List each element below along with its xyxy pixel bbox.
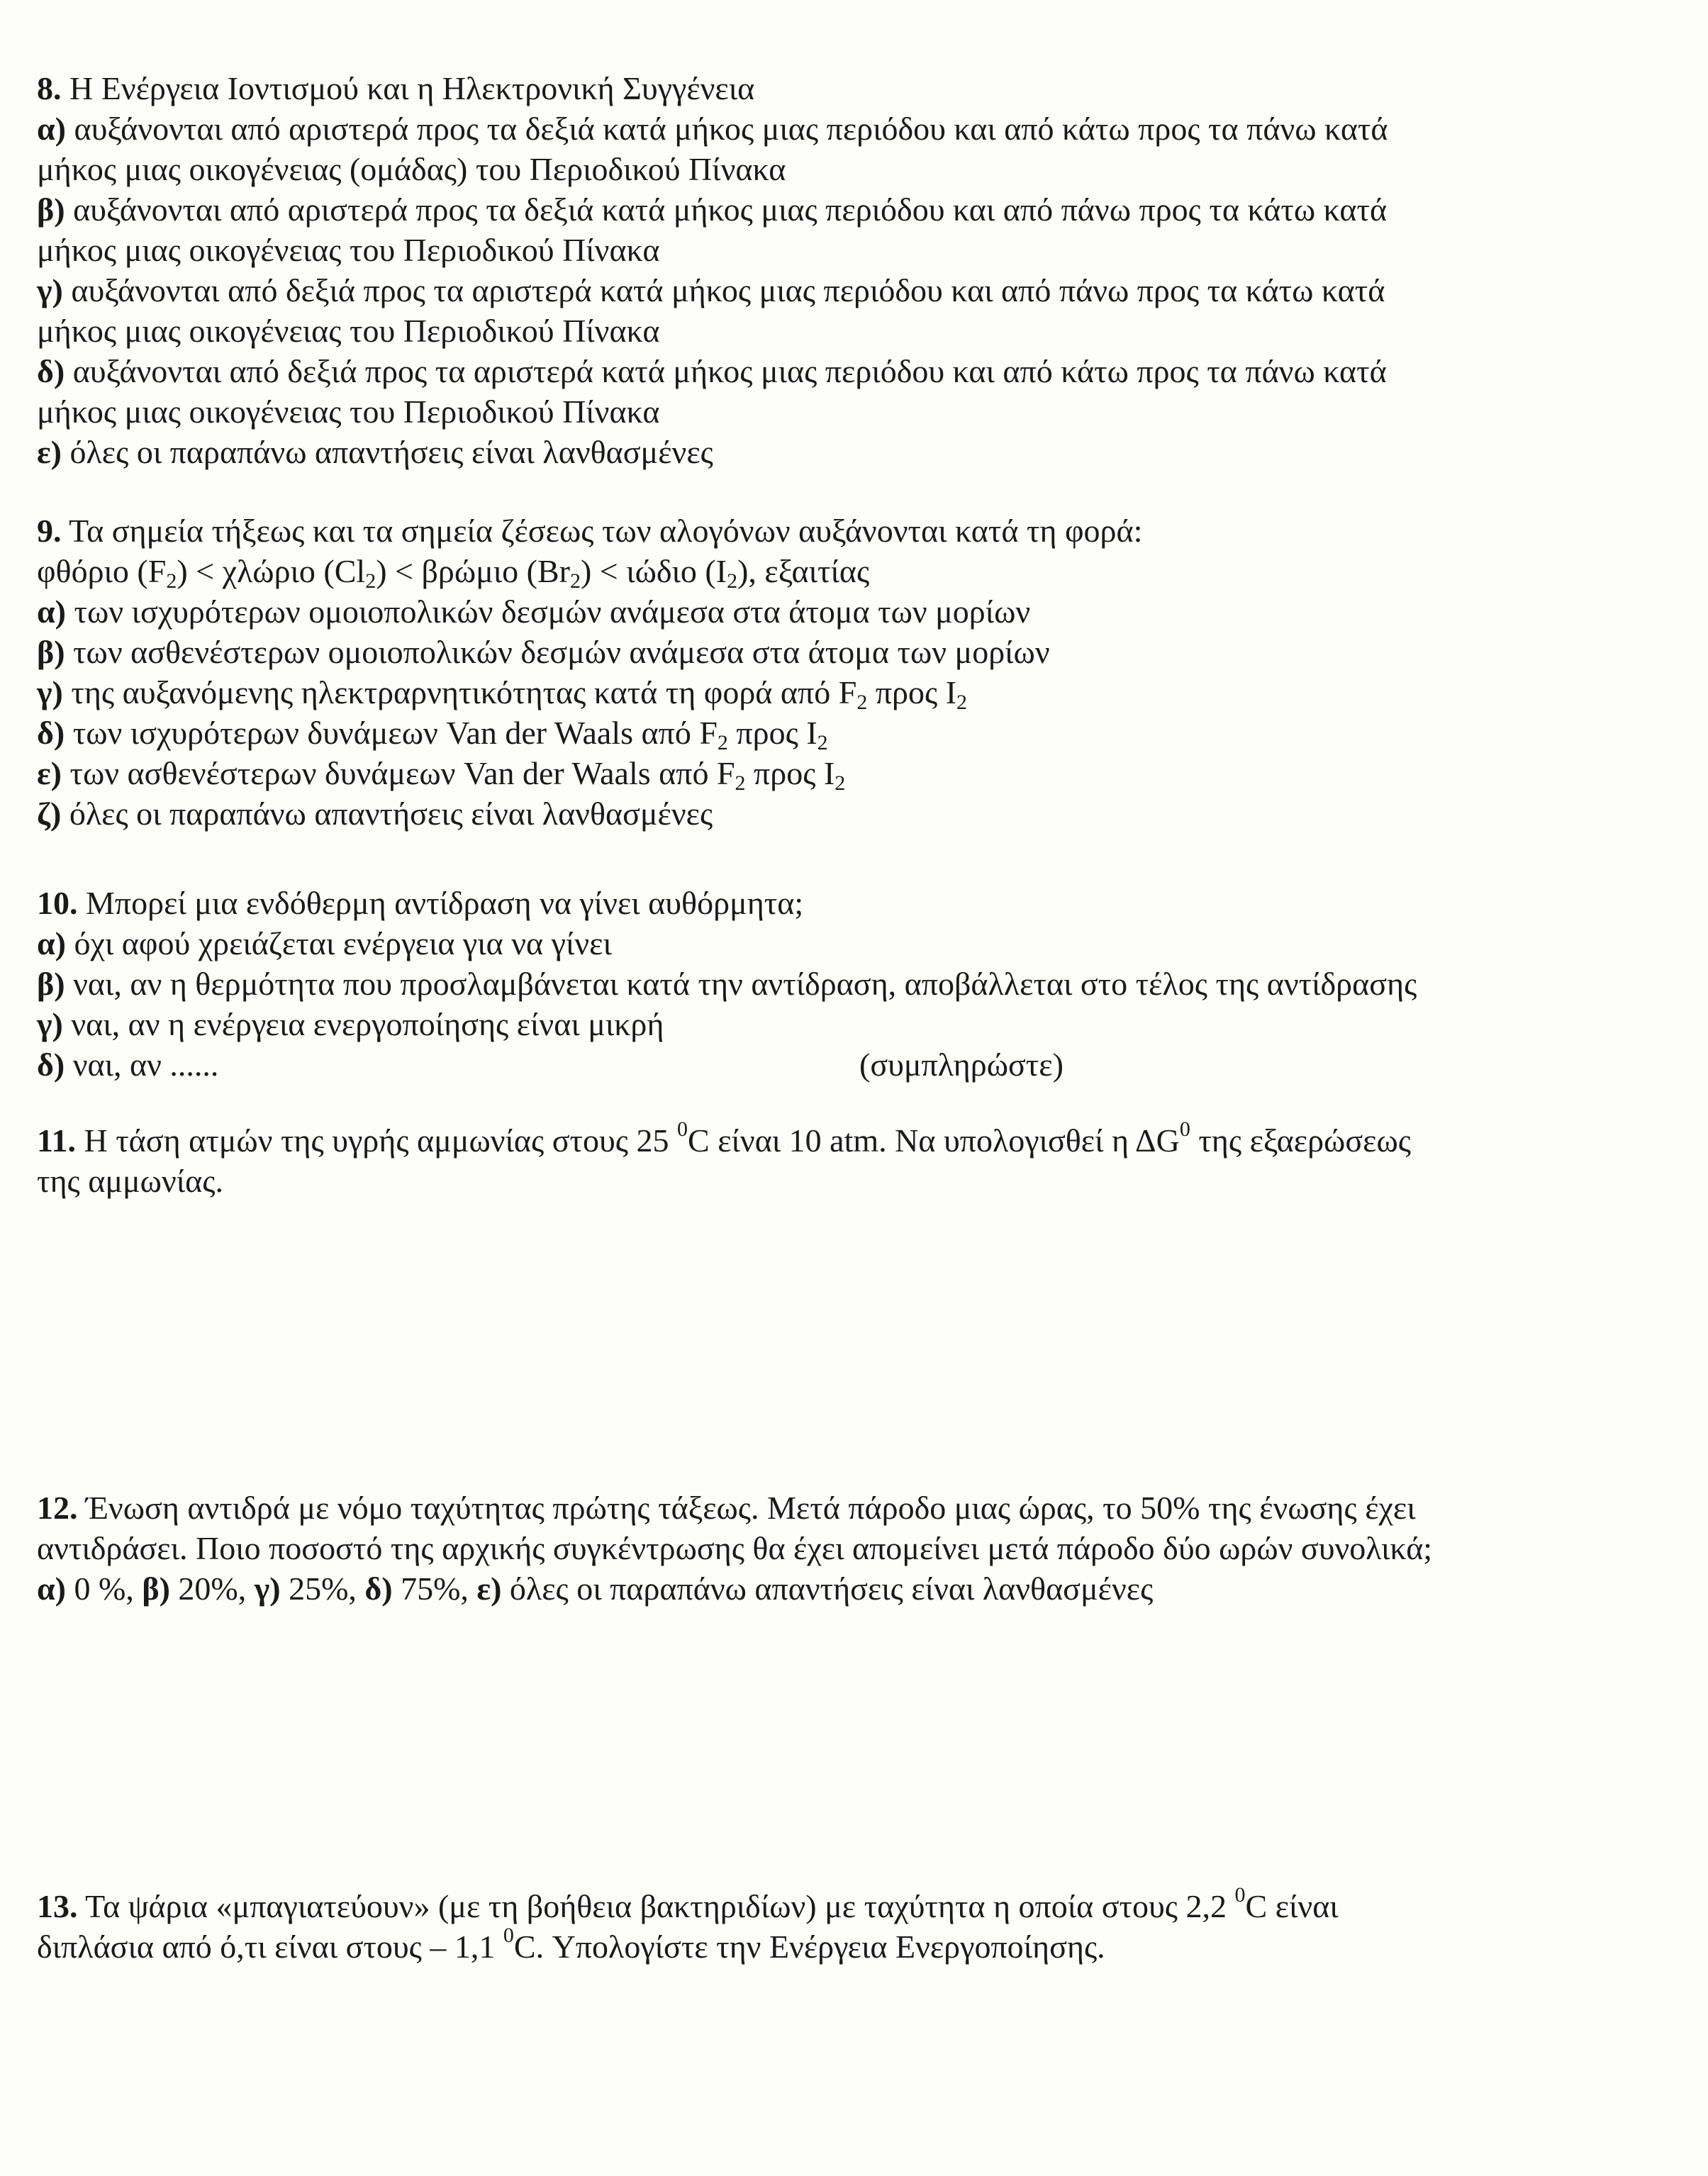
option-text: 0 %, bbox=[66, 1570, 143, 1607]
question-text-continuation: της αμμωνίας. bbox=[37, 1163, 223, 1199]
option-text: αυξάνονται από αριστερά προς τα δεξιά κατά μήκος μιας περιόδου και από πάνω προς τα κάτω κατά bbox=[73, 191, 1388, 228]
question-13 bbox=[37, 1883, 1583, 1967]
option-text: των ισχυρότερων δυνάμεων Van der Waals από F bbox=[72, 715, 718, 751]
question-text: Ένωση αντιδρά με νόμο ταχύτητας πρώτης τάξεως. Μετά πάροδο μιας ώρας, το 50% της ένωσης έχει bbox=[86, 1490, 1416, 1526]
option-text: των ισχυρότερων ομοιοπολικών δεσμών ανάμεσα στα άτομα των μορίων bbox=[74, 593, 1031, 630]
question-number: 8. bbox=[37, 70, 62, 106]
option-text: προς I bbox=[727, 715, 817, 751]
option-d bbox=[37, 351, 1583, 391]
option-e bbox=[37, 432, 1583, 472]
option-text: 20%, bbox=[169, 1570, 255, 1607]
subscript: 2 bbox=[956, 691, 968, 714]
option-continuation: μήκος μιας οικογένειας του Περιοδικού Πίνακα bbox=[37, 394, 660, 430]
subscript: 2 bbox=[365, 569, 376, 593]
option-label: β) bbox=[37, 634, 65, 670]
option-text: αυξάνονται από δεξιά προς τα αριστερά κατά μήκος μιας περιόδου και από κάτω προς τα πάνω κατά bbox=[72, 353, 1387, 389]
option-text: προς I bbox=[745, 755, 835, 791]
question-number: 9. bbox=[37, 513, 62, 549]
superscript: 0 bbox=[503, 1924, 514, 1947]
option-text: των ασθενέστερων ομοιοπολικών δεσμών ανάμεσα στα άτομα των μορίων bbox=[73, 634, 1050, 670]
option-text: ναι, αν ...... bbox=[72, 1047, 219, 1083]
option-b bbox=[37, 964, 1583, 1004]
series-text: φθόριο (F bbox=[37, 553, 167, 589]
question-number: 12. bbox=[37, 1490, 78, 1526]
series-text: ) < βρώμιο (Br bbox=[376, 553, 570, 589]
series-text: ), εξαιτίας bbox=[737, 553, 870, 589]
question-text: Μπορεί μια ενδόθερμη αντίδραση να γίνει αυθόρμητα; bbox=[86, 885, 804, 921]
option-text: όλες οι παραπάνω απαντήσεις είναι λανθασμένες bbox=[69, 796, 713, 832]
question-text-continuation: αντιδράσει. Ποιο ποσοστό της αρχικής συγκέντρωσης θα έχει απομείνει μετά πάροδο δύο ωρών συνολικά; bbox=[37, 1530, 1433, 1566]
question-text: της εξαερώσεως bbox=[1190, 1122, 1411, 1159]
option-text: της αυξανόμενης ηλεκτραρνητικότητας κατά τη φορά από F bbox=[71, 674, 857, 710]
question-text: διπλάσια από ό,τι είναι στους – 1,1 bbox=[37, 1929, 503, 1965]
question-number: 13. bbox=[37, 1888, 78, 1924]
option-label: α) bbox=[37, 925, 66, 961]
subscript: 2 bbox=[727, 569, 738, 593]
option-label: α) bbox=[37, 111, 66, 147]
option-label: α) bbox=[37, 1570, 66, 1607]
subscript: 2 bbox=[835, 771, 846, 795]
option-b bbox=[37, 189, 1583, 230]
question-text: C είναι bbox=[1245, 1888, 1339, 1924]
question-text: Τα σημεία τήξεως και τα σημεία ζέσεως των αλογόνων αυξάνονται κατά τη φορά: bbox=[69, 513, 1143, 549]
series-text: ) < χλώριο (Cl bbox=[177, 553, 366, 589]
option-a bbox=[37, 108, 1583, 149]
question-10-stem bbox=[37, 883, 1583, 923]
question-12-stem bbox=[37, 1488, 1583, 1528]
option-label: ε) bbox=[476, 1570, 502, 1607]
subscript: 2 bbox=[735, 771, 746, 795]
option-text: όχι αφού χρειάζεται ενέργεια για να γίνει bbox=[74, 925, 612, 961]
series-text: ) < ιώδιο (I bbox=[580, 553, 727, 589]
option-label: β) bbox=[142, 1570, 170, 1607]
option-label: δ) bbox=[37, 715, 65, 751]
option-a bbox=[37, 591, 1583, 632]
option-label: ε) bbox=[37, 755, 62, 791]
option-text: ναι, αν η ενέργεια ενεργοποίησης είναι μικρή bbox=[71, 1006, 664, 1042]
option-text: 25%, bbox=[280, 1570, 365, 1607]
option-text: των ασθενέστερων δυνάμεων Van der Waals από F bbox=[69, 755, 735, 791]
answer-choices bbox=[37, 1568, 1583, 1609]
option-text: όλες οι παραπάνω απαντήσεις είναι λανθασμένες bbox=[501, 1570, 1154, 1607]
subscript: 2 bbox=[856, 691, 868, 714]
question-text: C. Υπολογίστε την Ενέργεια Ενεργοποίησης. bbox=[513, 1929, 1105, 1965]
question-number: 11. bbox=[37, 1122, 76, 1159]
question-11 bbox=[37, 1117, 1583, 1201]
option-text: όλες οι παραπάνω απαντήσεις είναι λανθασμένες bbox=[69, 434, 713, 470]
option-label: γ) bbox=[254, 1570, 281, 1607]
option-text: 75%, bbox=[392, 1570, 477, 1607]
option-d bbox=[37, 1044, 1583, 1085]
subscript: 2 bbox=[717, 731, 728, 754]
option-label: ε) bbox=[37, 434, 62, 470]
question-text: Η Ενέργεια Ιοντισμού και η Ηλεκτρονική Συγγένεια bbox=[69, 70, 755, 106]
option-b bbox=[37, 632, 1583, 672]
option-f bbox=[37, 793, 1583, 834]
superscript: 0 bbox=[1234, 1883, 1246, 1907]
option-label: γ) bbox=[37, 1006, 63, 1042]
question-12 bbox=[37, 1488, 1583, 1609]
option-label: α) bbox=[37, 593, 66, 630]
question-text: C είναι 10 atm. Να υπολογισθεί η ΔG bbox=[688, 1122, 1180, 1159]
option-c bbox=[37, 270, 1583, 311]
option-d bbox=[37, 713, 1583, 753]
subscript: 2 bbox=[569, 569, 581, 593]
question-8 bbox=[37, 68, 1583, 472]
option-a bbox=[37, 923, 1583, 964]
superscript: 0 bbox=[677, 1117, 688, 1141]
option-label: γ) bbox=[37, 674, 63, 710]
option-text: αυξάνονται από αριστερά προς τα δεξιά κατά μήκος μιας περιόδου και από κάτω προς τα πάνω κατά bbox=[74, 111, 1388, 147]
question-text-continuation bbox=[37, 1926, 1583, 1967]
question-text: Τα ψάρια «μπαγιατεύουν» (με τη βοήθεια βακτηριδίων) με ταχύτητα η οποία στους 2,2 bbox=[85, 1888, 1235, 1924]
option-label: δ) bbox=[37, 1047, 65, 1083]
option-text: ναι, αν η θερμότητα που προσλαμβάνεται κατά την αντίδραση, αποβάλλεται στο τέλος της αντίδρασης bbox=[73, 966, 1417, 1002]
option-e bbox=[37, 753, 1583, 793]
option-text: αυξάνονται από δεξιά προς τα αριστερά κατά μήκος μιας περιόδου και από πάνω προς τα κάτω κατά bbox=[71, 272, 1385, 308]
option-label: β) bbox=[37, 966, 65, 1002]
question-text: Η τάση ατμών της υγρής αμμωνίας στους 25 bbox=[84, 1122, 678, 1159]
question-8-stem bbox=[37, 68, 1583, 108]
option-label: γ) bbox=[37, 272, 63, 308]
superscript: 0 bbox=[1179, 1117, 1190, 1141]
option-continuation: μήκος μιας οικογένειας (ομάδας) του Περιοδικού Πίνακα bbox=[37, 151, 786, 187]
question-number: 10. bbox=[37, 885, 78, 921]
subscript: 2 bbox=[817, 731, 828, 754]
option-label: ζ) bbox=[37, 796, 62, 832]
option-c bbox=[37, 1004, 1583, 1044]
question-9-stem bbox=[37, 510, 1583, 551]
question-13-stem bbox=[37, 1883, 1583, 1926]
question-9 bbox=[37, 510, 1583, 834]
halogen-series bbox=[37, 551, 1583, 591]
option-label: δ) bbox=[37, 353, 65, 389]
option-label: δ) bbox=[364, 1570, 393, 1607]
question-11-stem bbox=[37, 1117, 1583, 1161]
question-10 bbox=[37, 883, 1583, 1085]
subscript: 2 bbox=[166, 569, 177, 593]
option-label: β) bbox=[37, 191, 65, 228]
option-continuation: μήκος μιας οικογένειας του Περιοδικού Πίνακα bbox=[37, 232, 660, 268]
option-continuation: μήκος μιας οικογένειας του Περιοδικού Πίνακα bbox=[37, 313, 660, 349]
option-c bbox=[37, 672, 1583, 713]
fill-in-hint: (συμπληρώστε) bbox=[859, 1047, 1064, 1083]
option-text: προς I bbox=[867, 674, 957, 710]
